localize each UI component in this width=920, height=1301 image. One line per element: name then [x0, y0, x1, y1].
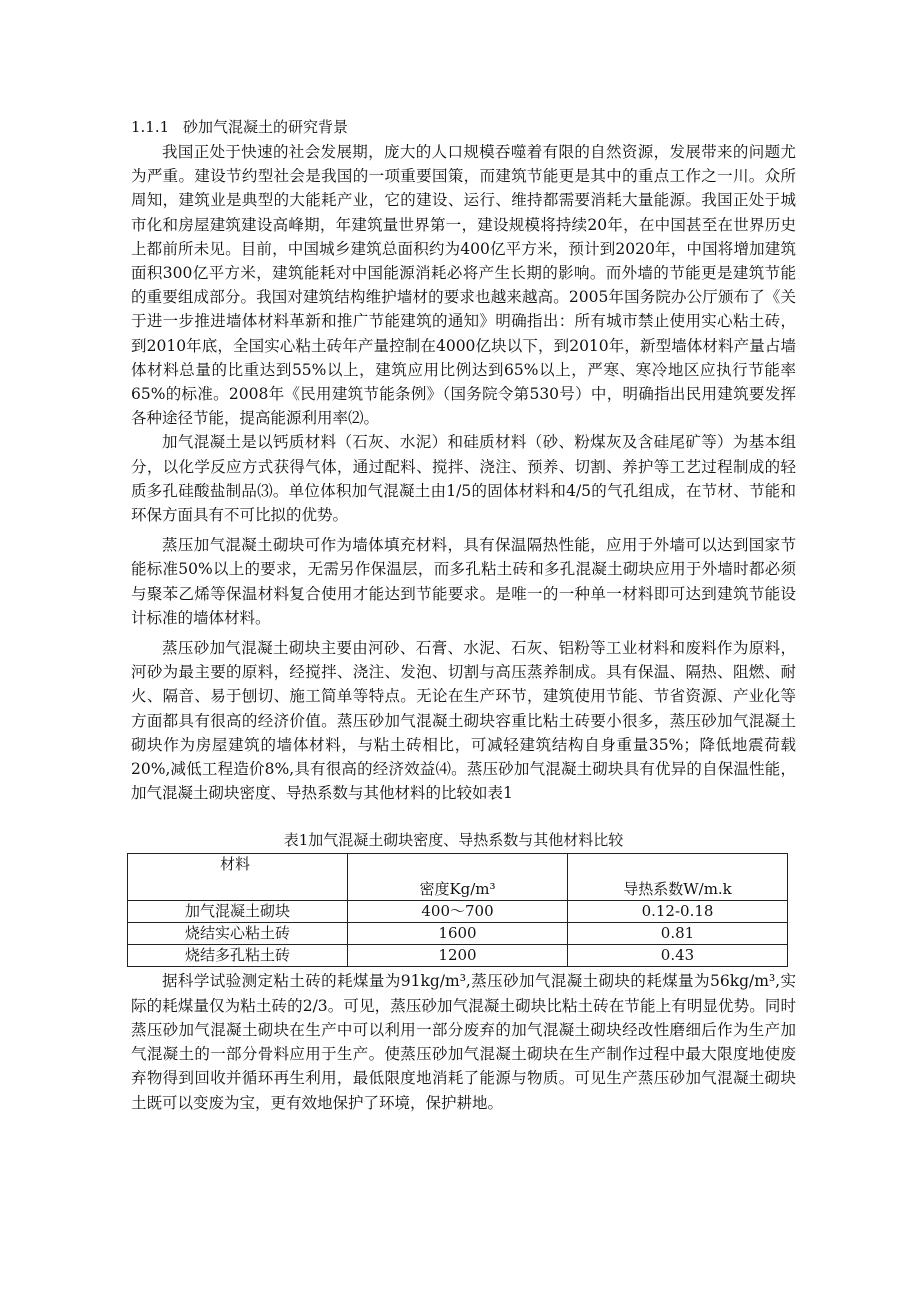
table-header-cell: 密度Kg/m³ [348, 854, 568, 901]
table-header-row [128, 854, 788, 901]
table-cell: 烧结实心粘土砖 [128, 923, 348, 945]
document-body [131, 114, 796, 1115]
table-cell: 烧结多孔粘土砖 [128, 945, 348, 967]
table-cell: 0.81 [568, 923, 788, 945]
paragraph-3: 蒸压加气混凝土砌块可作为墙体填充材料，具有保温隔热性能，应用于外墙可以达到国家节能标准50%以上的要求，无需另作保温层，而多孔粘土砖和多孔混凝土砌块应用于外墙时都必须与聚苯乙烯等保温材料复合使用才能达到节能要求。是唯一的一种单一材料即可达到建筑节能设计标准的墙体材料。 [131, 536, 796, 627]
section-title: 砂加气混凝土的研究背景 [183, 118, 349, 136]
table-cell: 1200 [348, 945, 568, 967]
table-cell: 1600 [348, 923, 568, 945]
table-cell: 加气混凝土砌块 [128, 901, 348, 923]
table-row [128, 923, 788, 945]
table-row [128, 901, 788, 923]
table-header-cell: 导热系数W/m.k [568, 854, 788, 901]
paragraph-4: 蒸压砂加气混凝土砌块主要由河砂、石膏、水泥、石灰、铝粉等工业材料和废料作为原料，河砂为最主要的原料，经搅拌、浇注、发泡、切割与高压蒸养制成。具有保温、隔热、阻燃、耐火、隔音、易于刨切、施工简单等特点。无论在生产环节，建筑使用节能、节省资源、产业化等方面都具有很高的经济价值。蒸压砂加气混凝土砌块容重比粘土砖要小很多，蒸压砂加气混凝土砌块作为房屋建筑的墙体材料，与粘土砖相比，可减轻建筑结构自身重量35%；降低地震荷载20%,减低工程造价8%,具有很高的经济效益⑷。蒸压砂加气混凝土砌块具有优异的自保温性能，加气混凝土砌块密度、导热系数与其他材料的比较如表1 [131, 639, 796, 803]
table-caption: 表1加气混凝土砌块密度、导热系数与其他材料比较 [283, 831, 624, 850]
paragraph-1: 我国正处于快速的社会发展期，庞大的人口规模吞噬着有限的自然资源，发展带来的问题尤为严重。建设节约型社会是我国的一项重要国策，而建筑节能更是其中的重点工作之一川。众所周知，建筑业是典型的大能耗产业，它的建设、运行、维持都需要消耗大量能源。我国正处于城市化和房屋建筑建设高峰期，年建筑量世界第一，建设规模将持续20年，在中国甚至在世界历史上都前所未见。目前，中国城乡建筑总面积约为400亿平方米，预计到2020年，中国将增加建筑面积300亿平方米，建筑能耗对中国能源消耗必将产生长期的影响。而外墙的节能更是建筑节能的重要组成部分。我国对建筑结构维护墙材的要求也越来越高。2005年国务院办公厅颁布了《关于进一步推进墙体材料革新和推广节能建筑的通知》明确指出：所有城市禁止使用实心粘土砖，到2010年底，全国实心粘土砖年产量控制在4000亿块以下，到2010年，新型墙体材料产量占墙体材料总量的比重达到55%以上，建筑应用比例达到65%以上，严寒、寒冷地区应执行节能率65%的标准。2008年《民用建筑节能条例》（国务院令第530号）中，明确指出民用建筑要发挥各种途径节能，提高能源利用率⑵。 [131, 143, 796, 428]
table-cell: 0.12-0.18 [568, 901, 788, 923]
section-heading [131, 114, 796, 140]
section-number: 1.1.1 [131, 118, 170, 136]
table-header-cell: 材料 [128, 854, 348, 901]
closing-paragraph: 据科学试验测定粘土砖的耗煤量为91kg/m³,蒸压砂加气混凝土砌块的耗煤量为56kg/m³,实际的耗煤量仅为粘土砖的2/3。可见，蒸压砂加气混凝土砌块比粘土砖在节能上有明显优势。同时蒸压砂加气混凝土砌块在生产中可以利用一部分废弃的加气混凝土砌块经改性磨细后作为生产加气混凝土的一部分骨料应用于生产。使蒸压砂加气混凝土砌块在生产制作过程中最大限度地使废弃物得到回收并循环再生利用，最低限度地消耗了能源与物质。可见生产蒸压砂加气混凝土砌块土既可以变废为宝，更有效地保护了环境，保护耕地。 [131, 972, 796, 1112]
table-cell: 0.43 [568, 945, 788, 967]
table-cell: 400～700 [348, 901, 568, 923]
paragraph-2: 加气混凝土是以钙质材料（石灰、水泥）和硅质材料（砂、粉煤灰及含硅尾矿等）为基本组分，以化学反应方式获得气体，通过配料、搅拌、浇注、预养、切割、养护等工艺过程制成的轻质多孔硅酸盐制品⑶。单位体积加气混凝土由1/5的固体材料和4/5的气孔组成，在节材、节能和环保方面具有不可比拟的优势。 [131, 433, 796, 525]
comparison-table [127, 853, 788, 967]
table-row [128, 945, 788, 967]
